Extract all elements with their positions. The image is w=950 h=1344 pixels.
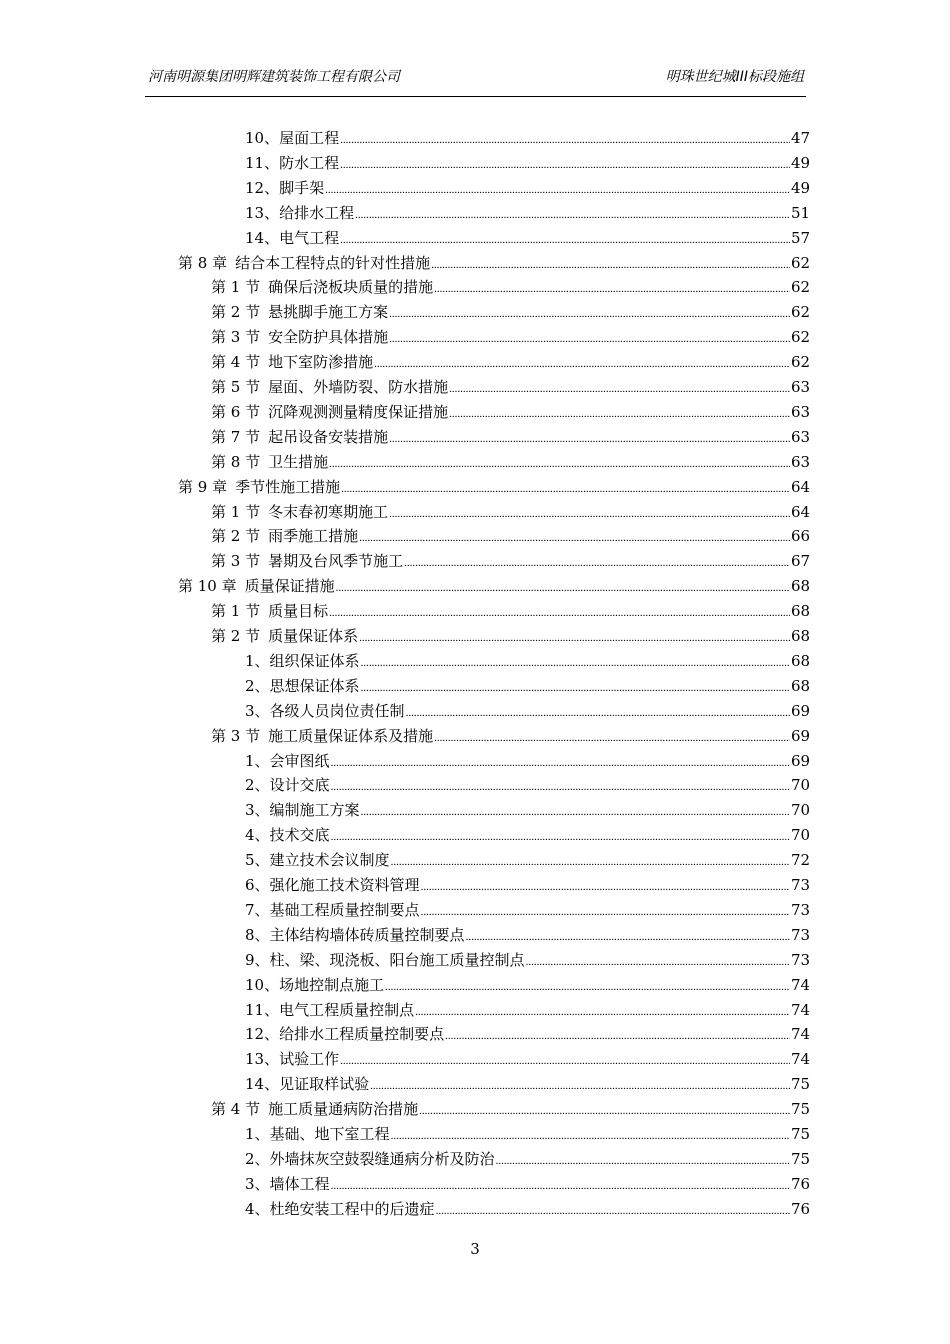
toc-entry-title: 电气工程 [279, 228, 340, 247]
toc-dot-leader [466, 925, 790, 949]
toc-entry-number: 2、 [245, 776, 270, 795]
toc-entry-page: 74 [791, 1000, 811, 1019]
toc-entry-page: 74 [791, 1025, 811, 1044]
toc-entry-title: 见证取样试验 [279, 1075, 370, 1094]
toc-entry-number: 14、 [245, 1075, 280, 1094]
toc-entry-item2[interactable] [245, 126, 811, 150]
toc-entry-item2[interactable] [245, 973, 811, 997]
toc-entry-page: 68 [791, 602, 811, 621]
toc-dot-leader [449, 377, 790, 401]
toc-entry-item[interactable] [245, 948, 811, 972]
toc-entry-chapter[interactable] [178, 574, 811, 598]
toc-entry-section[interactable] [211, 724, 811, 748]
toc-entry-title: 悬挑脚手施工方案 [268, 303, 389, 322]
toc-entry-title: 基础工程质量控制要点 [269, 900, 420, 919]
toc-dot-leader [389, 327, 790, 351]
toc-entry-page: 57 [791, 228, 811, 247]
toc-entry-title: 杜绝安装工程中的后遗症 [269, 1199, 435, 1218]
toc-entry-title: 防水工程 [279, 153, 340, 172]
toc-dot-leader [329, 452, 790, 476]
toc-entry-number: 11、 [245, 1000, 280, 1019]
toc-entry-page: 73 [791, 876, 811, 894]
toc-entry-title: 季节性施工措施 [235, 477, 341, 496]
toc-dot-leader [331, 1174, 790, 1198]
toc-entry-title: 强化施工技术资料管理 [269, 876, 420, 894]
toc-entry-title: 起吊设备安装措施 [268, 427, 389, 446]
toc-entry-item2[interactable] [245, 1047, 811, 1071]
toc-entry-number: 14、 [245, 228, 280, 247]
toc-entry-number: 12、 [245, 178, 280, 197]
toc-entry-page: 76 [791, 1174, 811, 1193]
toc-entry-number: 第 5 节 [211, 378, 261, 396]
toc-entry-title: 卫生措施 [268, 452, 329, 471]
toc-entry-number: 6、 [245, 876, 270, 894]
toc-entry-number: 3、 [245, 801, 270, 820]
toc-entry-number: 第 3 节 [211, 552, 261, 571]
toc-entry-page: 69 [791, 701, 811, 720]
toc-dot-leader [404, 551, 790, 575]
toc-entry-title: 质量保证体系 [268, 627, 359, 645]
toc-entry-page: 68 [791, 577, 811, 596]
toc-dot-leader [421, 900, 790, 924]
toc-entry-page: 68 [791, 627, 811, 645]
toc-entry-title: 墙体工程 [269, 1174, 330, 1193]
toc-dot-leader [391, 850, 790, 874]
toc-entry-title: 安全防护具体措施 [268, 328, 389, 347]
toc-entry-item2[interactable] [245, 226, 811, 250]
toc-entry-item[interactable] [245, 699, 811, 723]
toc-entry-item2[interactable] [245, 1022, 811, 1046]
toc-entry-page: 62 [791, 278, 811, 297]
toc-dot-leader [391, 1124, 790, 1148]
toc-dot-leader [340, 128, 790, 152]
toc-dot-leader [340, 1049, 790, 1073]
toc-entry-title: 组织保证体系 [269, 651, 360, 670]
toc-entry-page: 67 [791, 552, 811, 571]
toc-dot-leader [421, 875, 790, 899]
toc-entry-title: 柱、梁、现浇板、阳台施工质量控制点 [269, 950, 525, 969]
toc-entry-page: 69 [791, 751, 811, 770]
toc-entry-title: 屋面、外墙防裂、防水措施 [268, 378, 449, 396]
toc-dot-leader [389, 302, 790, 326]
toc-dot-leader [361, 651, 790, 675]
toc-entry-number: 第 8 章 [178, 253, 228, 272]
toc-entry-number: 第 2 节 [211, 627, 261, 645]
toc-entry-page: 62 [791, 328, 811, 347]
toc-entry-number: 1、 [245, 751, 270, 770]
toc-dot-leader [331, 825, 790, 849]
toc-entry-number: 4、 [245, 1199, 270, 1218]
toc-entry-page: 70 [791, 801, 811, 820]
toc-dot-leader [434, 277, 790, 301]
toc-entry-number: 13、 [245, 1050, 280, 1069]
toc-dot-leader [359, 526, 790, 550]
toc-entry-page: 72 [791, 851, 811, 870]
toc-entry-number: 1、 [245, 1125, 270, 1143]
toc-entry-page: 73 [791, 950, 811, 969]
toc-entry-page: 49 [791, 178, 811, 197]
toc-dot-leader [496, 1149, 790, 1173]
toc-entry-item2[interactable] [245, 176, 811, 200]
toc-entry-section[interactable] [211, 350, 811, 374]
toc-entry-number: 第 4 节 [211, 353, 261, 372]
header-divider [145, 96, 806, 97]
toc-entry-title: 思想保证体系 [269, 676, 360, 695]
toc-dot-leader [341, 477, 790, 501]
toc-entry-item[interactable] [245, 823, 811, 847]
toc-entry-item[interactable] [245, 798, 811, 822]
toc-entry-number: 7、 [245, 900, 270, 919]
toc-entry-number: 第 7 节 [211, 427, 261, 446]
toc-entry-number: 第 2 节 [211, 303, 261, 322]
toc-dot-leader [355, 203, 790, 227]
toc-entry-number: 9、 [245, 950, 270, 969]
toc-entry-number: 3、 [245, 701, 270, 720]
toc-entry-title: 试验工作 [279, 1050, 340, 1069]
toc-entry-number: 11、 [245, 153, 280, 172]
toc-entry-title: 主体结构墙体砖质量控制要点 [269, 925, 465, 944]
toc-entry-title: 地下室防渗措施 [268, 353, 374, 372]
toc-entry-page: 75 [791, 1100, 811, 1119]
toc-entry-item[interactable] [245, 649, 811, 673]
toc-entry-page: 62 [791, 253, 811, 272]
toc-entry-number: 3、 [245, 1174, 270, 1193]
toc-entry-number: 第 1 节 [211, 502, 261, 521]
toc-dot-leader [361, 800, 790, 824]
toc-entry-page: 73 [791, 925, 811, 944]
toc-entry-title: 施工质量通病防治措施 [268, 1100, 419, 1119]
toc-entry-number: 第 1 节 [211, 278, 261, 297]
toc-entry-number: 12、 [245, 1025, 280, 1044]
toc-entry-number: 4、 [245, 826, 270, 845]
toc-entry-page: 63 [791, 378, 811, 396]
toc-entry-title: 会审图纸 [269, 751, 330, 770]
toc-entry-chapter[interactable] [178, 475, 811, 499]
toc-entry-page: 62 [791, 353, 811, 372]
toc-entry-page: 75 [791, 1075, 811, 1094]
toc-dot-leader [434, 726, 790, 750]
toc-entry-title: 冬末春初寒期施工 [268, 502, 389, 521]
toc-entry-item[interactable] [245, 873, 811, 897]
toc-entry-title: 各级人员岗位责任制 [269, 701, 405, 720]
toc-dot-leader [340, 153, 790, 177]
toc-entry-title: 结合本工程特点的针对性措施 [235, 253, 431, 272]
toc-entry-page: 73 [791, 900, 811, 919]
toc-entry-number: 5、 [245, 851, 270, 870]
toc-entry-page: 51 [791, 203, 811, 222]
toc-entry-page: 74 [791, 1050, 811, 1069]
toc-entry-item2[interactable] [245, 1072, 811, 1096]
toc-entry-page: 76 [791, 1199, 811, 1218]
toc-entry-section[interactable] [211, 300, 811, 324]
page-number: 3 [470, 1240, 480, 1258]
toc-dot-leader [445, 1024, 790, 1048]
toc-entry-page: 63 [791, 452, 811, 471]
toc-dot-leader [389, 502, 790, 526]
toc-entry-item2[interactable] [245, 151, 811, 175]
toc-entry-page: 68 [791, 676, 811, 695]
toc-entry-section[interactable] [211, 599, 811, 623]
toc-dot-leader [431, 253, 790, 277]
toc-entry-page: 64 [791, 477, 811, 496]
toc-entry-section[interactable] [211, 400, 811, 424]
toc-dot-leader [526, 950, 790, 974]
toc-entry-title: 雨季施工措施 [268, 527, 359, 546]
toc-entry-number: 2、 [245, 1149, 270, 1168]
toc-entry-title: 给排水工程质量控制要点 [279, 1025, 445, 1044]
toc-entry-page: 62 [791, 303, 811, 322]
toc-entry-title: 质量保证措施 [244, 577, 335, 596]
toc-entry-page: 49 [791, 153, 811, 172]
header-company-name: 河南明源集团明辉建筑装饰工程有限公司 [148, 69, 400, 85]
toc-entry-title: 设计交底 [269, 776, 330, 795]
toc-entry-page: 68 [791, 651, 811, 670]
toc-entry-section[interactable] [211, 325, 811, 349]
toc-entry-title: 屋面工程 [279, 129, 340, 147]
toc-dot-leader [385, 975, 790, 999]
toc-entry-item[interactable] [245, 1147, 811, 1171]
toc-entry-number: 第 1 节 [211, 602, 261, 621]
toc-entry-title: 基础、地下室工程 [269, 1125, 390, 1143]
header-project-name: 明珠世纪城III标段施组 [665, 69, 804, 85]
toc-entry-number: 第 8 节 [211, 452, 261, 471]
toc-entry-number: 第 4 节 [211, 1100, 261, 1119]
toc-entry-number: 第 6 节 [211, 402, 261, 421]
toc-entry-number: 1、 [245, 651, 270, 670]
toc-entry-item2[interactable] [245, 998, 811, 1022]
toc-entry-title: 给排水工程 [279, 203, 355, 222]
toc-entry-title: 电气工程质量控制点 [279, 1000, 415, 1019]
toc-dot-leader [331, 751, 790, 775]
toc-dot-leader [336, 576, 790, 600]
toc-dot-leader [331, 775, 790, 799]
toc-dot-leader [389, 427, 790, 451]
toc-entry-section[interactable] [211, 549, 811, 573]
toc-entry-section[interactable] [211, 500, 811, 524]
toc-entry-title: 编制施工方案 [269, 801, 360, 820]
toc-entry-item[interactable] [245, 1172, 811, 1196]
toc-entry-section[interactable] [211, 450, 811, 474]
toc-entry-page: 47 [791, 129, 811, 147]
toc-entry-section[interactable] [211, 524, 811, 548]
toc-entry-number: 第 2 节 [211, 527, 261, 546]
toc-entry-section[interactable] [211, 425, 811, 449]
toc-entry-title: 沉降观测测量精度保证措施 [268, 402, 449, 421]
toc-entry-page: 70 [791, 826, 811, 845]
toc-entry-title: 技术交底 [269, 826, 330, 845]
toc-entry-number: 10、 [245, 129, 280, 147]
toc-entry-section[interactable] [211, 1097, 811, 1121]
toc-entry-title: 场地控制点施工 [279, 975, 385, 994]
toc-entry-number: 第 10 章 [178, 577, 237, 596]
toc-entry-item[interactable] [245, 923, 811, 947]
toc-entry-item[interactable] [245, 898, 811, 922]
toc-entry-number: 2、 [245, 676, 270, 695]
toc-entry-number: 8、 [245, 925, 270, 944]
toc-dot-leader [361, 676, 790, 700]
toc-dot-leader [359, 626, 790, 650]
toc-dot-leader [415, 1000, 790, 1024]
toc-dot-leader [370, 1074, 790, 1098]
toc-entry-section[interactable] [211, 275, 811, 299]
toc-entry-item[interactable] [245, 773, 811, 797]
toc-entry-section[interactable] [211, 624, 811, 648]
toc-entry-number: 第 3 节 [211, 328, 261, 347]
toc-entry-item[interactable] [245, 674, 811, 698]
toc-entry-page: 63 [791, 402, 811, 421]
toc-entry-number: 13、 [245, 203, 280, 222]
toc-dot-leader [436, 1199, 790, 1223]
toc-dot-leader [406, 701, 790, 725]
toc-dot-leader [374, 352, 790, 376]
toc-dot-leader [340, 228, 790, 252]
toc-entry-item2[interactable] [245, 201, 811, 225]
toc-dot-leader [329, 601, 790, 625]
toc-dot-leader [325, 178, 790, 202]
toc-entry-page: 70 [791, 776, 811, 795]
toc-entry-page: 63 [791, 427, 811, 446]
toc-entry-title: 质量目标 [268, 602, 329, 621]
toc-entry-number: 第 3 节 [211, 726, 261, 745]
toc-entry-section[interactable] [211, 375, 811, 399]
toc-entry-item[interactable] [245, 749, 811, 773]
toc-entry-page: 69 [791, 726, 811, 745]
toc-entry-number: 第 9 章 [178, 477, 228, 496]
toc-entry-item[interactable] [245, 1197, 811, 1221]
toc-entry-title: 脚手架 [279, 178, 325, 197]
toc-entry-page: 75 [791, 1125, 811, 1143]
toc-entry-page: 64 [791, 502, 811, 521]
toc-entry-item[interactable] [245, 848, 811, 872]
toc-entry-title: 暑期及台风季节施工 [268, 552, 404, 571]
toc-entry-title: 建立技术会议制度 [269, 851, 390, 870]
toc-entry-page: 74 [791, 975, 811, 994]
toc-entry-page: 75 [791, 1149, 811, 1168]
toc-entry-title: 外墙抹灰空鼓裂缝通病分析及防治 [269, 1149, 495, 1168]
toc-entry-item[interactable] [245, 1122, 811, 1146]
toc-entry-title: 施工质量保证体系及措施 [268, 726, 434, 745]
toc-entry-page: 66 [791, 527, 811, 546]
toc-entry-title: 确保后浇板块质量的措施 [268, 278, 434, 297]
toc-entry-chapter[interactable] [178, 251, 811, 275]
toc-entry-number: 10、 [245, 975, 280, 994]
toc-dot-leader [419, 1099, 790, 1123]
toc-dot-leader [449, 402, 790, 426]
